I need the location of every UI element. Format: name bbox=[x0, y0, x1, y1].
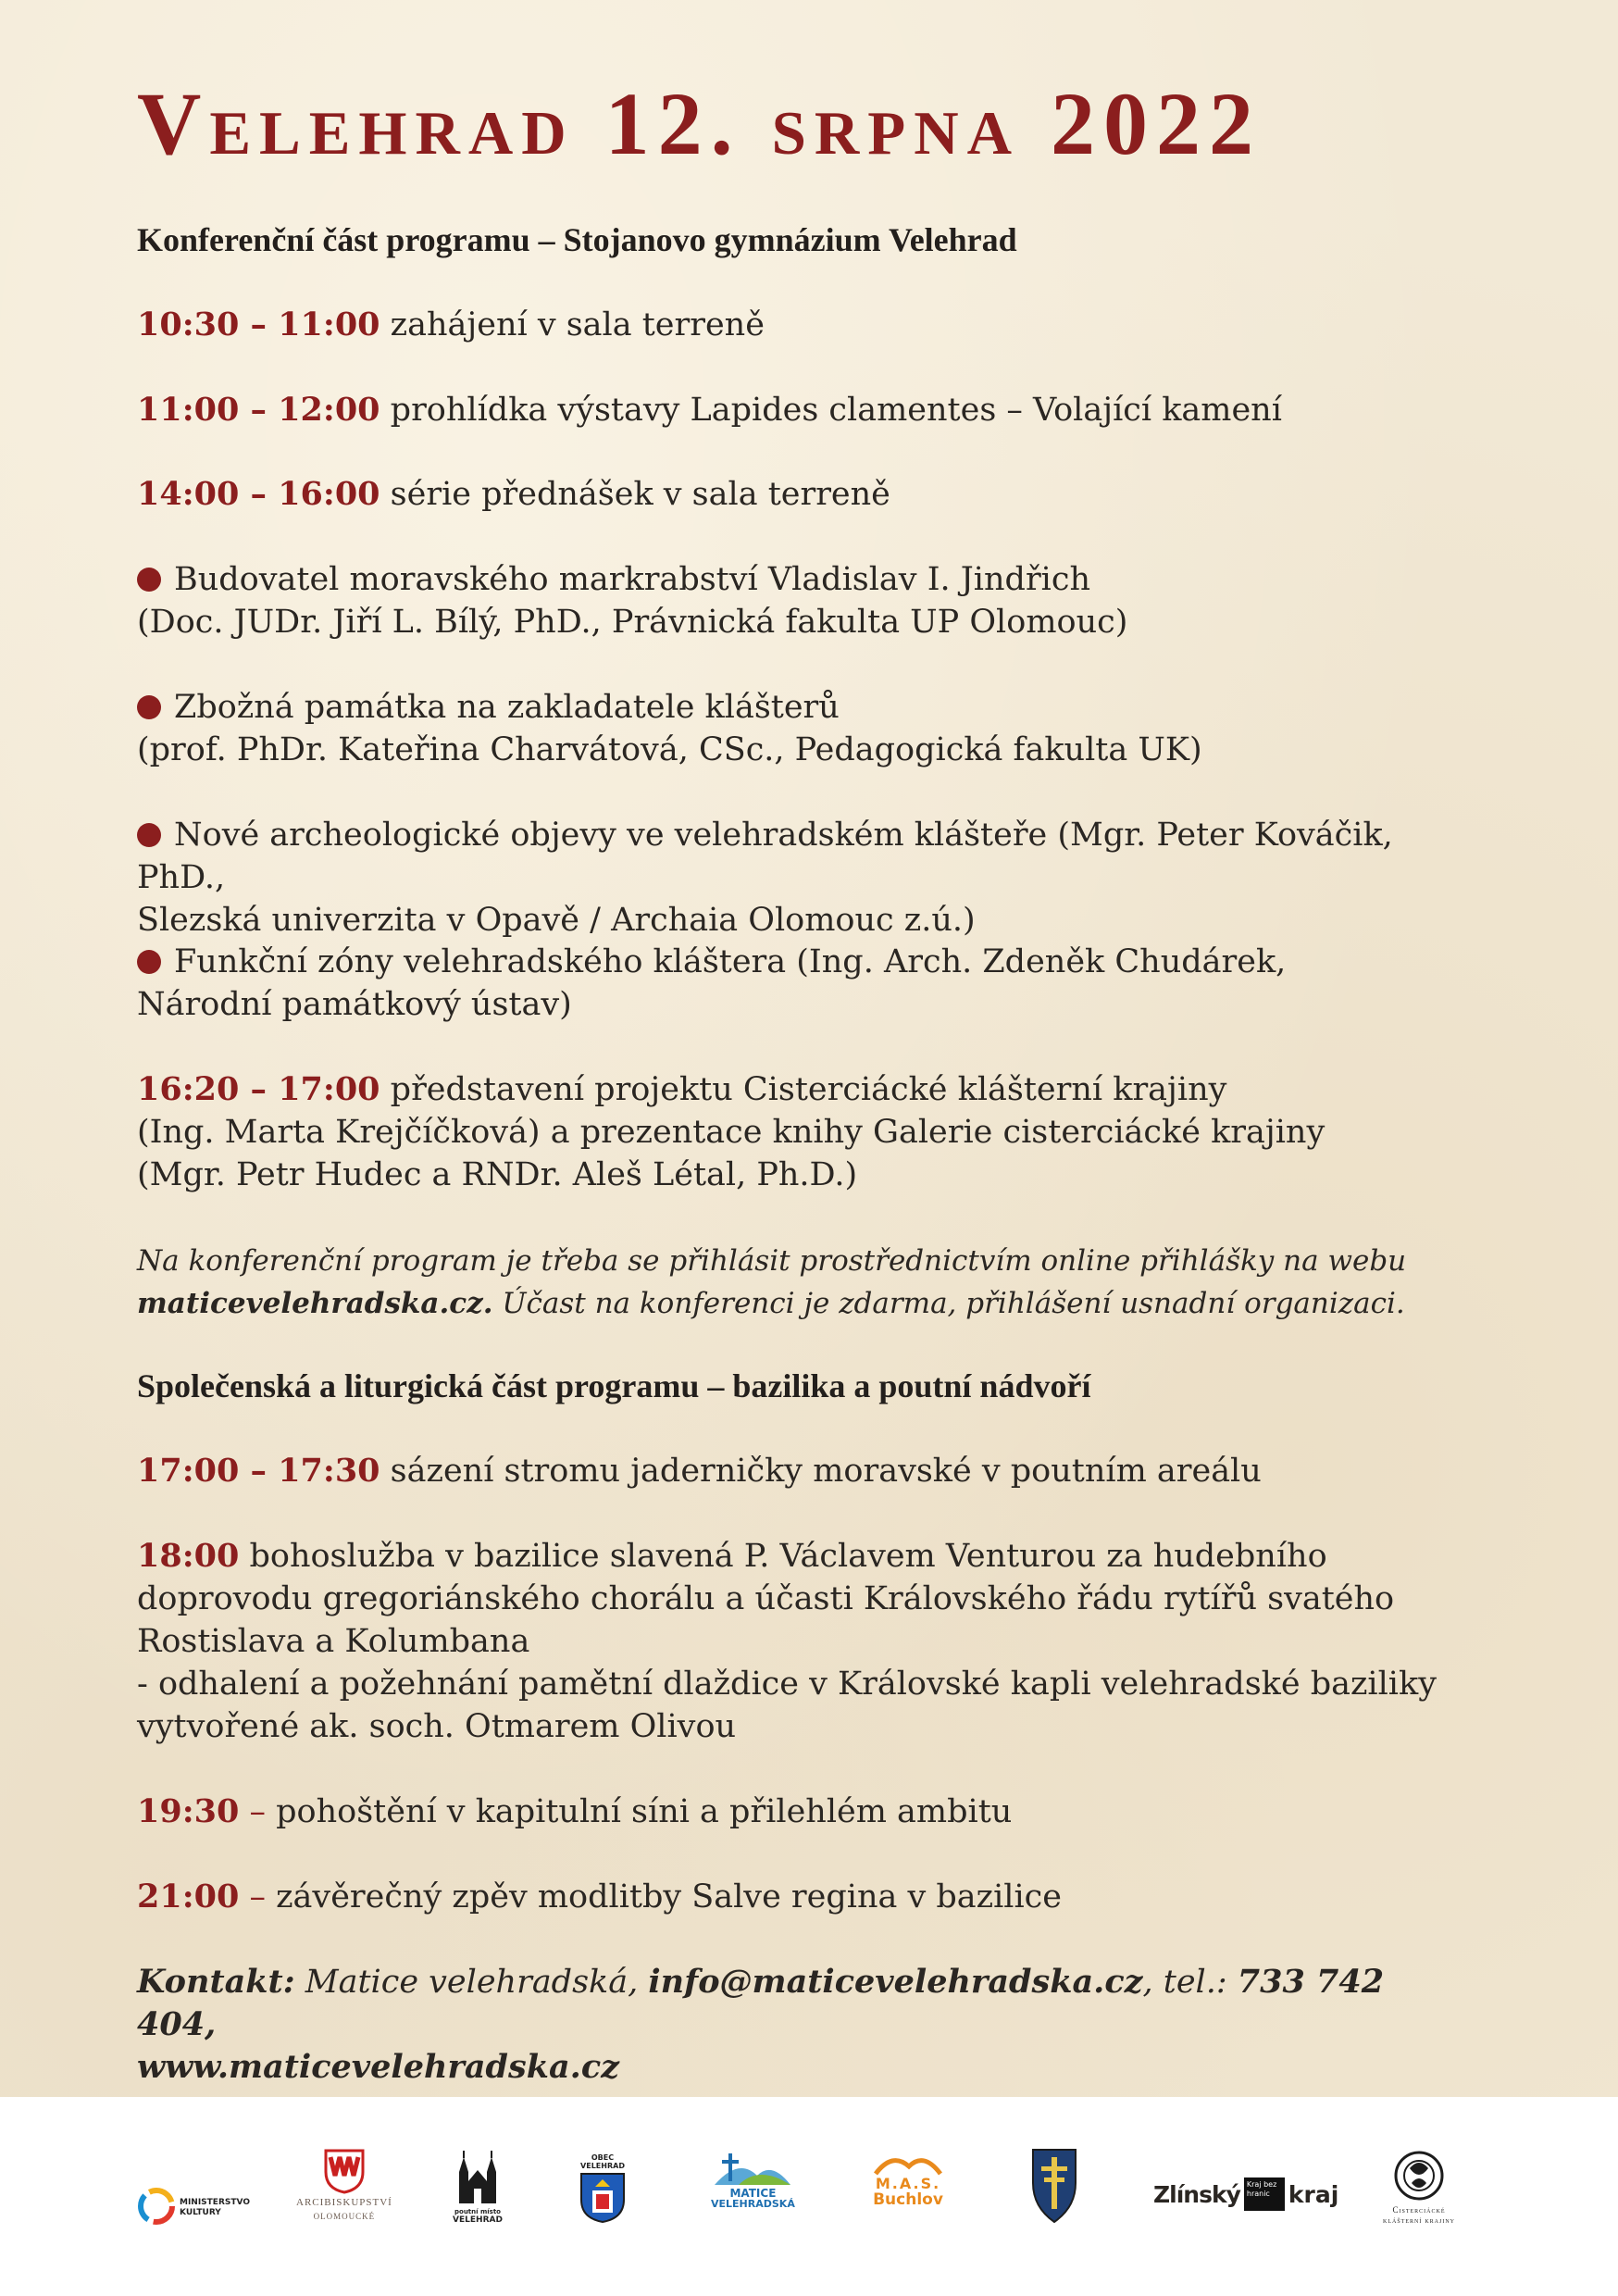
bullet-icon bbox=[137, 950, 161, 974]
kraj-label: kraj bbox=[1288, 2180, 1339, 2208]
note-link[interactable]: maticevelehradska.cz. bbox=[137, 1287, 493, 1320]
bullet-icon bbox=[137, 823, 161, 847]
zlinsky-label: Zlínský bbox=[1153, 2180, 1240, 2208]
item-text: zahájení v sala terreně bbox=[380, 306, 765, 343]
item-text: doprovodu gregoriánského chorálu a účasti Královského řádu rytířů svatého bbox=[137, 1580, 1395, 1617]
lecture-speaker: (prof. PhDr. Kateřina Charvátová, CSc., Pedagogická fakulta UK) bbox=[137, 731, 1202, 768]
village-shield-icon bbox=[579, 2172, 626, 2224]
poutni-velehrad-label: VELEHRAD bbox=[453, 2215, 503, 2225]
logo-mas-buchlov bbox=[872, 2148, 944, 2208]
contact-web-link[interactable]: www.maticevelehradska.cz bbox=[137, 2048, 620, 2086]
contact-phone: 733 742 404, bbox=[137, 1963, 1385, 2043]
lecture-item bbox=[137, 686, 1470, 771]
item-text: (Mgr. Petr Hudec a RNDr. Aleš Létal, Ph.D.) bbox=[137, 1156, 858, 1193]
logo-cisterciacke-krajiny bbox=[1383, 2150, 1455, 2227]
item-dash: – bbox=[239, 1878, 266, 1915]
program-item bbox=[137, 1876, 1470, 1918]
mass-item bbox=[137, 1535, 1470, 1748]
registration-note bbox=[137, 1240, 1470, 1325]
lecture-speaker: (Doc. JUDr. Jiří L. Bílý, PhD., Právnická fakulta UP Olomouc) bbox=[137, 604, 1128, 641]
bullet-icon bbox=[137, 695, 161, 719]
logo-poutni-misto-velehrad bbox=[450, 2148, 505, 2226]
klasterni-krajiny-label: klášterní krajiny bbox=[1383, 2216, 1455, 2225]
program-item bbox=[137, 1791, 1470, 1833]
basilica-towers-icon bbox=[450, 2148, 505, 2205]
obec-velehrad-label: VELEHRAD bbox=[580, 2162, 625, 2170]
item-time: 17:00 – 17:30 bbox=[137, 1452, 380, 1490]
lecture-title: Budovatel moravského markrabství Vladislav I. Jindřich bbox=[174, 561, 1091, 598]
lecture-title: Funkční zóny velehradského kláštera (Ing. Arch. Zdeněk Chudárek, bbox=[174, 943, 1287, 980]
contact-block bbox=[137, 1961, 1470, 2089]
program-item bbox=[137, 304, 1470, 346]
kraj-bez-hranic-box: Kraj bez hranic bbox=[1244, 2177, 1285, 2211]
item-text: představení projektu Cisterciácké klášterní krajiny bbox=[380, 1071, 1227, 1108]
item-time: 21:00 bbox=[137, 1878, 240, 1915]
section-liturgical-heading: Společenská a liturgická část programu – bazilika a poutní nádvoří bbox=[137, 1367, 1091, 1404]
logo-zlinsky-kraj bbox=[1153, 2177, 1338, 2211]
contact-email-link[interactable]: info@maticevelehradska.cz bbox=[648, 1963, 1143, 2001]
item-time: 10:30 – 11:00 bbox=[137, 306, 380, 343]
bullet-icon bbox=[137, 568, 161, 592]
item-text: pohoštění v kapitulní síni a přilehlém ambitu bbox=[265, 1793, 1013, 1830]
cisterciacke-label: Cisterciácké bbox=[1392, 2205, 1446, 2215]
item-text: - odhalení a požehnání pamětní dlaždice v Královské kapli velehradské baziliky bbox=[137, 1666, 1437, 1703]
kultura-label: MINISTERSTVO KULTURY bbox=[180, 2197, 250, 2217]
item-time: 19:30 bbox=[137, 1792, 240, 1830]
matice-label: MATICE bbox=[729, 2187, 777, 2200]
lecture-speaker: Slezská univerzita v Opavě / Archaia Olomouc z.ú.) bbox=[137, 902, 976, 939]
item-dash: – bbox=[239, 1793, 266, 1830]
lecture-title: Nové archeologické objevy ve velehradském klášteře (Mgr. Peter Kováčik, PhD., bbox=[137, 817, 1393, 896]
olomoucke-label: OLOMOUCKÉ bbox=[313, 2212, 376, 2221]
item-time: 16:20 – 17:00 bbox=[137, 1070, 380, 1108]
cistercian-emblem-icon bbox=[1393, 2150, 1445, 2202]
contact-label: Kontakt: bbox=[137, 1963, 295, 2001]
logo-arcibiskupstvi bbox=[296, 2148, 392, 2222]
program-item bbox=[137, 473, 1470, 516]
logo-matice-velehradska bbox=[711, 2148, 795, 2209]
lecture-item bbox=[137, 558, 1470, 643]
lecture-item bbox=[137, 814, 1470, 942]
item-time: 11:00 – 12:00 bbox=[137, 391, 380, 429]
lecture-speaker: Národní památkový ústav) bbox=[137, 986, 572, 1023]
item-text: závěrečný zpěv modlitby Salve regina v bazilice bbox=[265, 1878, 1062, 1915]
ministerstvo-kultury-icon bbox=[137, 2187, 176, 2226]
logo-order-knights bbox=[1029, 2146, 1079, 2226]
obec-label: OBEC bbox=[591, 2153, 615, 2162]
presentation-item bbox=[137, 1068, 1470, 1196]
lecture-item bbox=[137, 941, 1470, 1026]
velehradska-label: VELEHRADSKÁ bbox=[711, 2198, 795, 2210]
program-item bbox=[137, 389, 1470, 431]
contact-org: Matice velehradská, bbox=[294, 1964, 649, 2001]
contact-tel-label: , tel.: bbox=[1142, 1964, 1238, 2001]
matice-cross-hills-icon bbox=[711, 2148, 794, 2189]
item-text: série přednášek v sala terreně bbox=[380, 476, 890, 513]
item-text: Rostislava a Kolumbana bbox=[137, 1623, 530, 1660]
program-item bbox=[137, 1450, 1470, 1492]
page-title: Velehrad 12. srpna 2022 bbox=[137, 74, 1263, 173]
poutni-label: poutní místo bbox=[454, 2208, 501, 2215]
logo-ministerstvo-kultury bbox=[137, 2187, 250, 2226]
logo-obec-velehrad bbox=[579, 2153, 626, 2224]
item-text: bohoslužba v bazilice slavená P. Václavem Venturou za hudebního bbox=[239, 1538, 1327, 1575]
mas-label: M.A.S. bbox=[875, 2175, 941, 2192]
item-time: 14:00 – 16:00 bbox=[137, 475, 380, 513]
item-text: (Ing. Marta Krejčíčková) a prezentace knihy Galerie cisterciácké krajiny bbox=[137, 1114, 1326, 1151]
lecture-title: Zbožná památka na zakladatele klášterů bbox=[174, 689, 840, 726]
arcibiskupstvi-label: ARCIBISKUPSTVÍ bbox=[296, 2197, 392, 2208]
item-text: prohlídka výstavy Lapides clamentes – Volající kamení bbox=[380, 392, 1282, 429]
note-text: Účast na konferenci je zdarma, přihlášení usnadní organizaci. bbox=[492, 1287, 1405, 1320]
section-conference-heading: Konferenční část programu – Stojanovo gymnázium Velehrad bbox=[137, 221, 1017, 258]
note-text: Na konferenční program je třeba se přihlásit prostřednictvím online přihlášky na webu bbox=[137, 1244, 1407, 1278]
buchlov-label: Buchlov bbox=[873, 2190, 943, 2209]
item-text: vytvořené ak. soch. Otmarem Olivou bbox=[137, 1708, 737, 1745]
item-text: sázení stromu jaderničky moravské v poutním areálu bbox=[380, 1453, 1262, 1490]
knights-shield-icon bbox=[1029, 2146, 1079, 2226]
mas-hills-icon bbox=[872, 2148, 944, 2176]
coat-of-arms-icon bbox=[323, 2148, 366, 2194]
item-time: 18:00 bbox=[137, 1537, 240, 1575]
